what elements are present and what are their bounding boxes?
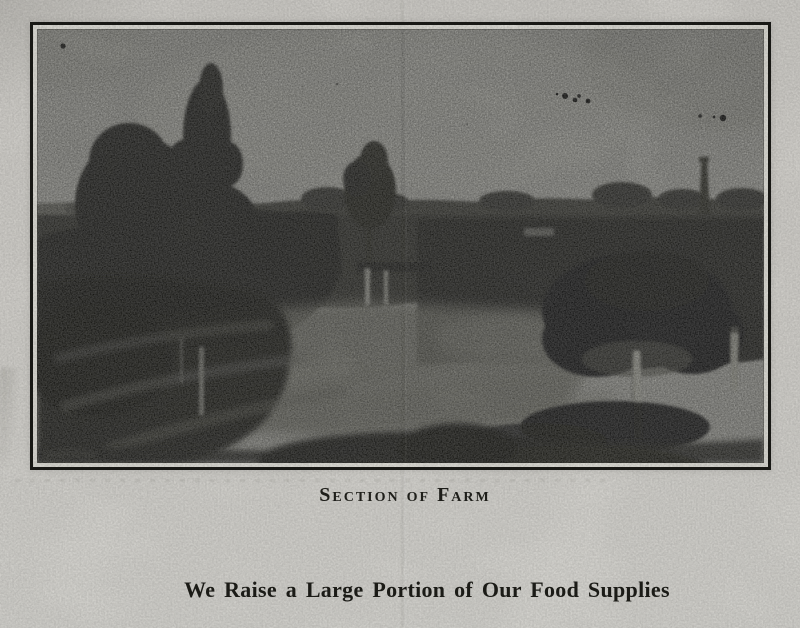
farm-photo-frame <box>30 22 771 470</box>
farm-photograph <box>37 29 764 463</box>
page-subtitle: We Raise a Large Portion of Our Food Supplies <box>184 577 670 602</box>
paper-edge-crease <box>0 368 16 468</box>
print-bleed-through <box>15 479 605 482</box>
photo-caption: Section of Farm <box>319 484 491 506</box>
halftone-grain <box>37 29 764 463</box>
